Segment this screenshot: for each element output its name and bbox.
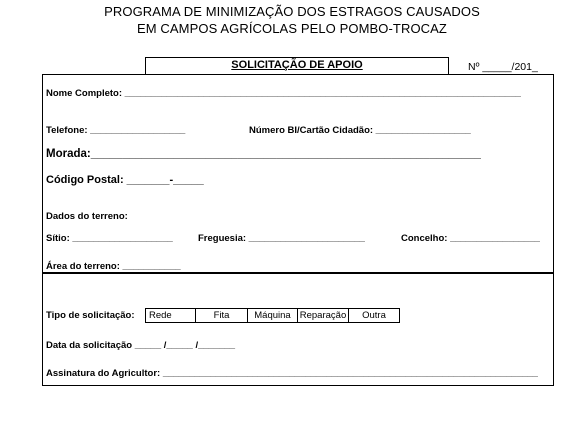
- form-title: SOLICITAÇÃO DE APOIO: [231, 59, 363, 71]
- field-freguesia[interactable]: Freguesia: ______________________: [198, 233, 365, 244]
- field-numero-bi[interactable]: Número BI/Cartão Cidadão: __________________: [249, 125, 471, 136]
- field-assinatura-agricultor[interactable]: Assinatura do Agricultor: _______________________________________________________________________: [46, 368, 538, 379]
- field-codigo-postal[interactable]: Código Postal: _______-_____: [46, 174, 204, 186]
- field-concelho[interactable]: Concelho: _________________: [401, 233, 540, 244]
- field-nome-completo[interactable]: Nome Completo: ___________________________________________________________________________: [46, 88, 521, 99]
- tipo-option-outra[interactable]: Outra: [348, 308, 400, 323]
- field-data-solicitacao[interactable]: Data da solicitação _____ /_____ /_______: [46, 340, 236, 351]
- tipo-option-maquina[interactable]: Máquina: [247, 308, 298, 323]
- field-morada[interactable]: Morada:_____________________________________________________________: [46, 148, 481, 160]
- field-sitio[interactable]: Sítio: ___________________: [46, 233, 173, 244]
- field-tipo-solicitacao-label: Tipo de solicitação:: [46, 310, 135, 321]
- tipo-option-rede[interactable]: Rede: [145, 308, 196, 323]
- tipo-option-reparacao[interactable]: Reparação: [297, 308, 349, 323]
- tipo-option-fita[interactable]: Fita: [195, 308, 248, 323]
- section-dados-terreno: Dados do terreno:: [46, 211, 128, 222]
- form-number: Nº _____/201_: [468, 61, 538, 73]
- header-line-2: EM CAMPOS AGRÍCOLAS PELO POMBO-TROCAZ: [137, 21, 447, 36]
- field-telefone[interactable]: Telefone: __________________: [46, 125, 186, 136]
- field-area-terreno[interactable]: Área do terreno: ___________: [46, 261, 181, 272]
- header-line-1: PROGRAMA DE MINIMIZAÇÃO DOS ESTRAGOS CAUSADOS: [104, 4, 480, 19]
